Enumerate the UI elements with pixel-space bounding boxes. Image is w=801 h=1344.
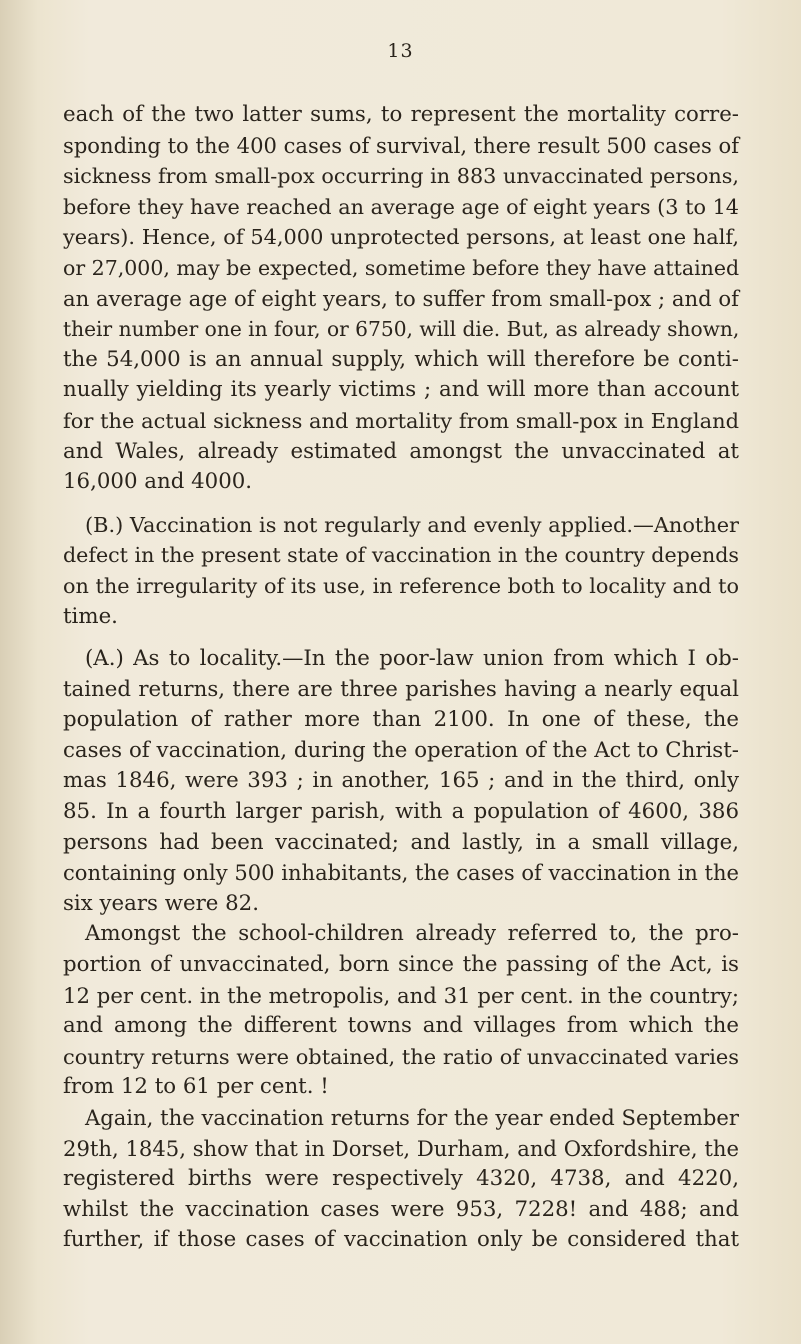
- paragraph-3: [63, 644, 739, 919]
- text-line: cases of vaccination, during the operation of the Act to Christ-: [63, 737, 739, 763]
- text-line: population of rather more than 2100. In one of these, the: [63, 707, 739, 733]
- text-line: six years were 82.: [63, 890, 259, 916]
- text-line: nually yielding its yearly victims ; and will more than account: [63, 377, 739, 403]
- text-line: the 54,000 is an annual supply, which will therefore be conti-: [63, 346, 739, 372]
- text-line: containing only 500 inhabitants, the cases of vaccination in the: [63, 860, 739, 886]
- paragraph-2: [63, 510, 739, 632]
- text-line: for the actual sickness and mortality from small-pox in England: [63, 408, 739, 433]
- text-line: their number one in four, or 6750, will die. But, as already shown,: [63, 317, 740, 342]
- paragraph-4: [63, 919, 739, 1103]
- text-line: years). Hence, of 54,000 unprotected persons, at least one half,: [63, 225, 739, 250]
- text-line: registered births were respectively 4320, 4738, and 4220,: [63, 1166, 739, 1192]
- text-line: sponding to the 400 cases of survival, there result 500 cases of: [63, 132, 739, 158]
- text-line: mas 1846, were 393 ; in another, 165 ; and in the third, only: [63, 768, 739, 794]
- text-line: and among the different towns and villages from which the: [63, 1013, 739, 1039]
- text-line: 12 per cent. in the metropolis, and 31 per cent. in the country;: [63, 982, 739, 1008]
- text-line: and Wales, already estimated amongst the unvaccinated at: [63, 438, 739, 464]
- body-text: [63, 100, 739, 1256]
- text-line: whilst the vaccination cases were 953, 7228! and 488; and: [63, 1196, 739, 1222]
- text-line: an average age of eight years, to suffer from small-pox ; and of: [63, 285, 739, 311]
- text-line: tained returns, there are three parishes having a nearly equal: [63, 676, 739, 702]
- text-line: portion of unvaccinated, born since the passing of the Act, is: [63, 952, 739, 978]
- text-line: each of the two latter sums, to represent the mortality corre-: [63, 102, 739, 127]
- text-line: on the irregularity of its use, in reference both to locality and to: [63, 573, 739, 598]
- text-line: sickness from small-pox occurring in 883 unvaccinated persons,: [63, 164, 739, 189]
- text-line: persons had been vaccinated; and lastly, in a small village,: [63, 829, 739, 855]
- text-line: 85. In a fourth larger parish, with a population of 4600, 386: [63, 799, 739, 825]
- text-line: country returns were obtained, the ratio of unvaccinated varies: [63, 1044, 739, 1069]
- text-line: defect in the present state of vaccination in the country depends: [63, 543, 739, 568]
- paragraph-5: [63, 1103, 739, 1256]
- text-line: time.: [63, 603, 118, 629]
- text-line: Again, the vaccination returns for the year ended September: [85, 1105, 739, 1130]
- page-number: 13: [387, 40, 414, 62]
- text-line: 16,000 and 4000.: [63, 469, 253, 495]
- text-line: or 27,000, may be expected, sometime before they have attained: [63, 255, 740, 280]
- text-line: further, if those cases of vaccination only be considered that: [63, 1227, 739, 1253]
- text-line: 29th, 1845, show that in Dorset, Durham, and Oxfordshire, the: [63, 1135, 739, 1161]
- paragraph-1: [63, 100, 739, 498]
- text-line: from 12 to 61 per cent. !: [63, 1074, 329, 1100]
- text-line: Amongst the school-children already referred to, the pro-: [85, 921, 739, 947]
- text-line: (A.) As to locality.—In the poor-law union from which I ob-: [85, 646, 739, 672]
- text-line: (B.) Vaccination is not regularly and evenly applied.—Another: [85, 512, 739, 537]
- text-line: before they have reached an average age of eight years (3 to 14: [63, 194, 739, 219]
